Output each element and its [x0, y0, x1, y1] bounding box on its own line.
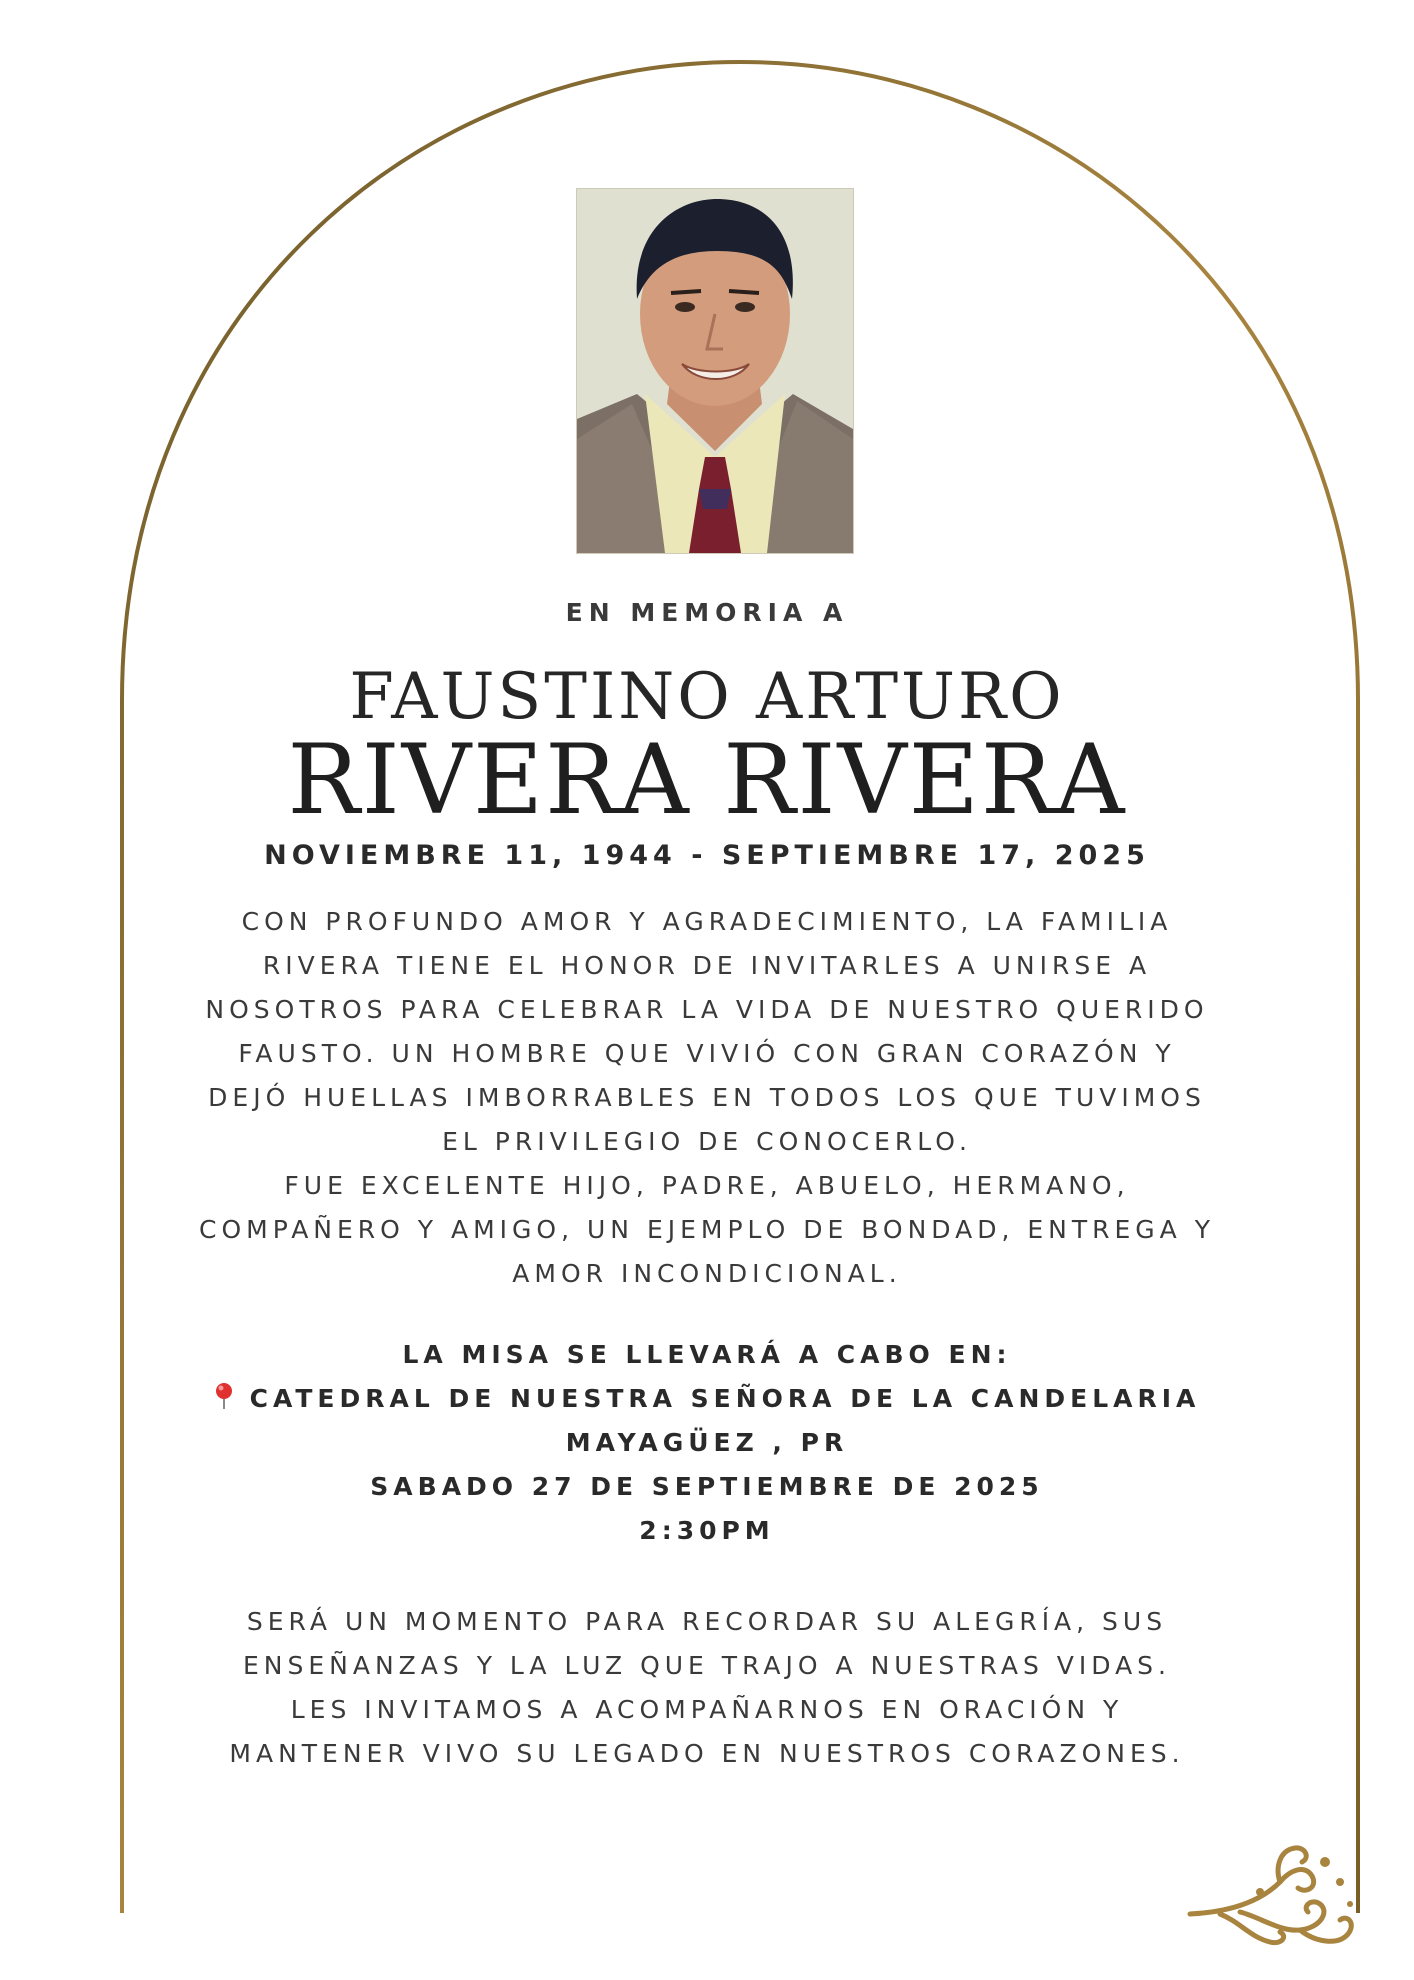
closing-message — [0, 1600, 1414, 1776]
mass-time: 2:30PM — [639, 1516, 775, 1545]
tribute-message — [0, 900, 1414, 1296]
mass-details — [0, 1333, 1414, 1553]
message-line: RIVERA TIENE EL HONOR DE INVITARLES A UNIRSE A — [262, 951, 1152, 980]
mass-date: SABADO 27 DE SEPTIEMBRE DE 2025 — [370, 1472, 1044, 1501]
first-names: FAUSTINO ARTURO — [349, 660, 1065, 734]
mass-location-row — [0, 1377, 1414, 1421]
closing-line: MANTENER VIVO SU LEGADO EN NUESTROS CORAZONES. — [229, 1739, 1185, 1768]
closing-line: ENSEÑANZAS Y LA LUZ QUE TRAJO A NUESTRAS VIDAS. — [242, 1651, 1171, 1680]
mass-intro: LA MISA SE LLEVARÁ A CABO EN: — [402, 1340, 1012, 1369]
in-memory-label: EN MEMORIA A — [565, 598, 849, 627]
message-line: EL PRIVILEGIO DE CONOCERLO. — [442, 1127, 972, 1156]
message-line: AMOR INCONDICIONAL. — [512, 1259, 902, 1288]
message-line: CON PROFUNDO AMOR Y AGRADECIMIENTO, LA FAMILIA — [241, 907, 1173, 936]
portrait-photo — [576, 188, 854, 554]
message-line: FAUSTO. UN HOMBRE QUE VIVIÓ CON GRAN CORAZÓN Y — [238, 1039, 1176, 1068]
mass-city: MAYAGÜEZ , PR — [565, 1428, 849, 1457]
closing-line: LES INVITAMOS A ACOMPAÑARNOS EN ORACIÓN Y — [290, 1695, 1124, 1724]
message-line: COMPAÑERO Y AMIGO, UN EJEMPLO DE BONDAD, ENTREGA Y — [199, 1215, 1215, 1244]
life-dates: NOVIEMBRE 11, 1944 - SEPTIEMBRE 17, 2025 — [264, 840, 1150, 871]
pin-icon — [214, 1380, 234, 1408]
flourish-ornament-icon — [1180, 1842, 1360, 1952]
mass-location: CATEDRAL DE NUESTRA SEÑORA DE LA CANDELARIA — [249, 1384, 1201, 1413]
closing-line: SERÁ UN MOMENTO PARA RECORDAR SU ALEGRÍA, SUS — [246, 1607, 1168, 1636]
message-line: DEJÓ HUELLAS IMBORRABLES EN TODOS LOS QUE TUVIMOS — [208, 1083, 1206, 1112]
last-names: RIVERA RIVERA — [287, 724, 1127, 836]
message-line: FUE EXCELENTE HIJO, PADRE, ABUELO, HERMANO, — [284, 1171, 1130, 1200]
message-line: NOSOTROS PARA CELEBRAR LA VIDA DE NUESTRO QUERIDO — [205, 995, 1209, 1024]
